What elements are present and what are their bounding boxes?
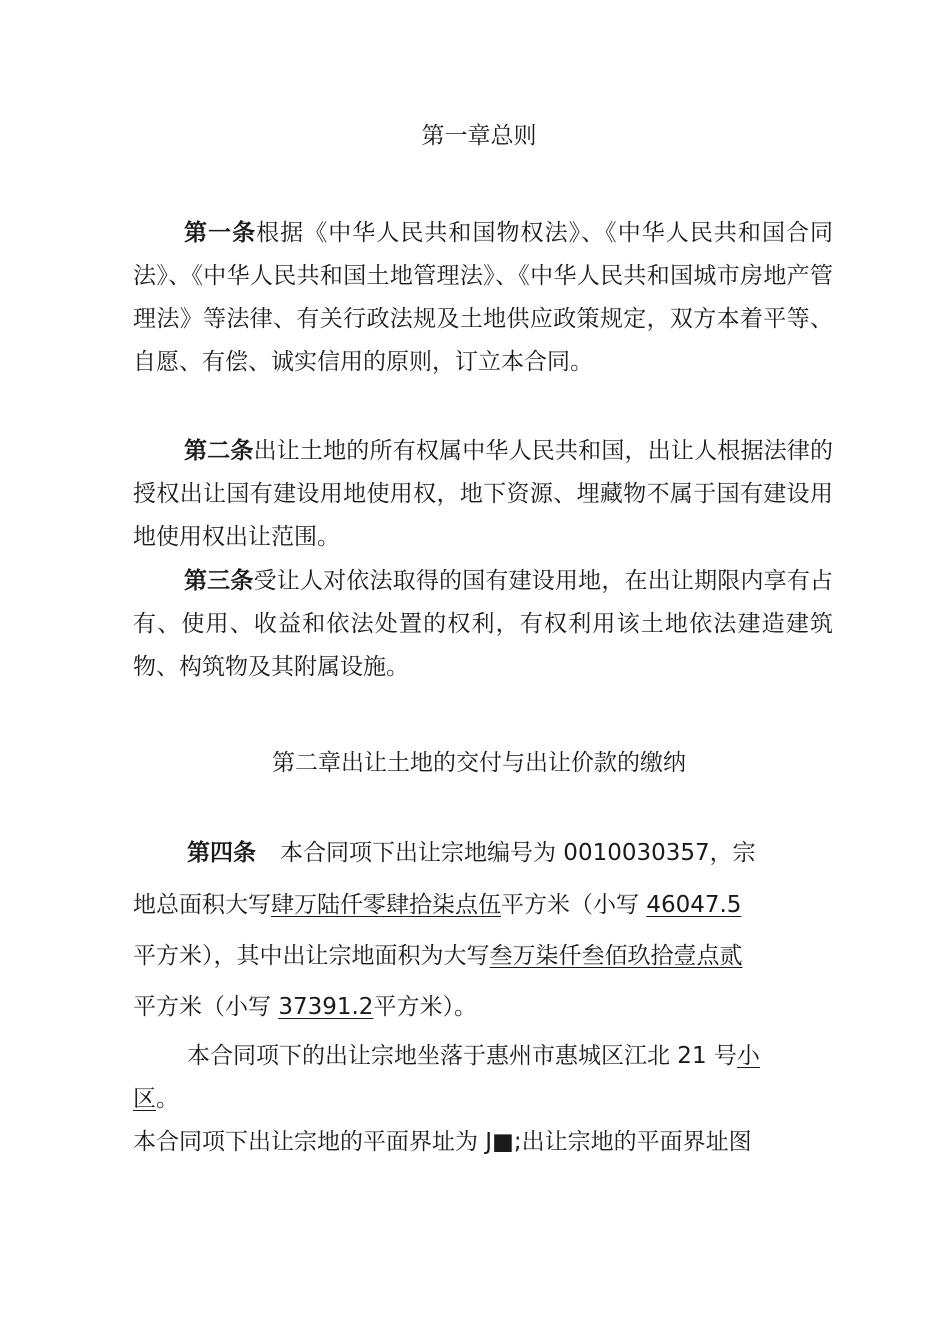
article-4-line-2 — [133, 890, 741, 920]
article-2-label: 第二条 — [184, 438, 254, 464]
location-line-2 — [133, 1084, 179, 1114]
chapter-1-heading: 第一章总则 — [421, 123, 537, 149]
article-4-label: 第四条 — [187, 840, 256, 866]
location-underlined-1: 小 — [736, 1043, 760, 1069]
article-4-line-1-text: 本合同项下出让宗地编号为 0010030357，宗 — [280, 840, 756, 866]
parcel-area-prefix: 平方米），其中出让宗地面积为大写 — [133, 943, 490, 969]
article-1-label: 第一条 — [184, 220, 257, 246]
chapter-2-heading: 第二章出让土地的交付与出让价款的缴纳 — [272, 750, 686, 776]
total-area-lower: 46047.5 — [646, 892, 742, 918]
article-2-paragraph — [133, 430, 833, 559]
total-area-mid: 平方米（小写 — [501, 892, 639, 918]
article-4-line-3 — [133, 941, 743, 971]
total-area-upper: 肆万陆仟零肆拾柒点伍 — [271, 892, 501, 918]
location-suffix: 。 — [156, 1086, 179, 1112]
parcel-area-lower-prefix: 平方米（小写 — [133, 994, 271, 1020]
article-1-paragraph — [133, 212, 833, 384]
parcel-area-suffix: 平方米）。 — [373, 994, 477, 1020]
article-3-label: 第三条 — [184, 568, 254, 594]
total-area-prefix: 地总面积大写 — [133, 892, 271, 918]
parcel-area-lower: 37391.2 — [278, 994, 374, 1020]
article-4-line-1 — [187, 838, 756, 868]
article-3-text: 受让人对依法取得的国有建设用地，在出让期限内享有占有、使用、收益和依法处置的权利，有权利用该土地依法建造建筑物、构筑物及其附属设施。 — [133, 568, 834, 680]
article-3-paragraph — [133, 560, 833, 689]
location-text: 本合同项下的出让宗地坐落于惠州市惠城区江北 21 号 — [187, 1043, 737, 1069]
boundary-text: 本合同项下出让宗地的平面界址为 J■;出让宗地的平面界址图 — [133, 1129, 752, 1155]
location-line-1 — [187, 1041, 760, 1071]
boundary-line — [133, 1127, 752, 1157]
location-underlined-2: 区 — [133, 1086, 156, 1112]
article-2-text: 出让土地的所有权属中华人民共和国，出让人根据法律的授权出让国有建设用地使用权，地下资源、埋藏物不属于国有建设用地使用权出让范围。 — [133, 438, 834, 550]
parcel-area-upper: 叁万柒仟叁佰玖拾壹点贰 — [489, 943, 743, 969]
article-1-text: 根据《中华人民共和国物权法》、《中华人民共和国合同法》、《中华人民共和国土地管理法》、《中华人民共和国城市房地产管理法》等法律、有关行政法规及土地供应政策规定，双方本着平等、自愿、有偿、诚实信用的原则，订立本合同。 — [133, 220, 834, 375]
article-4-line-4 — [133, 992, 477, 1022]
